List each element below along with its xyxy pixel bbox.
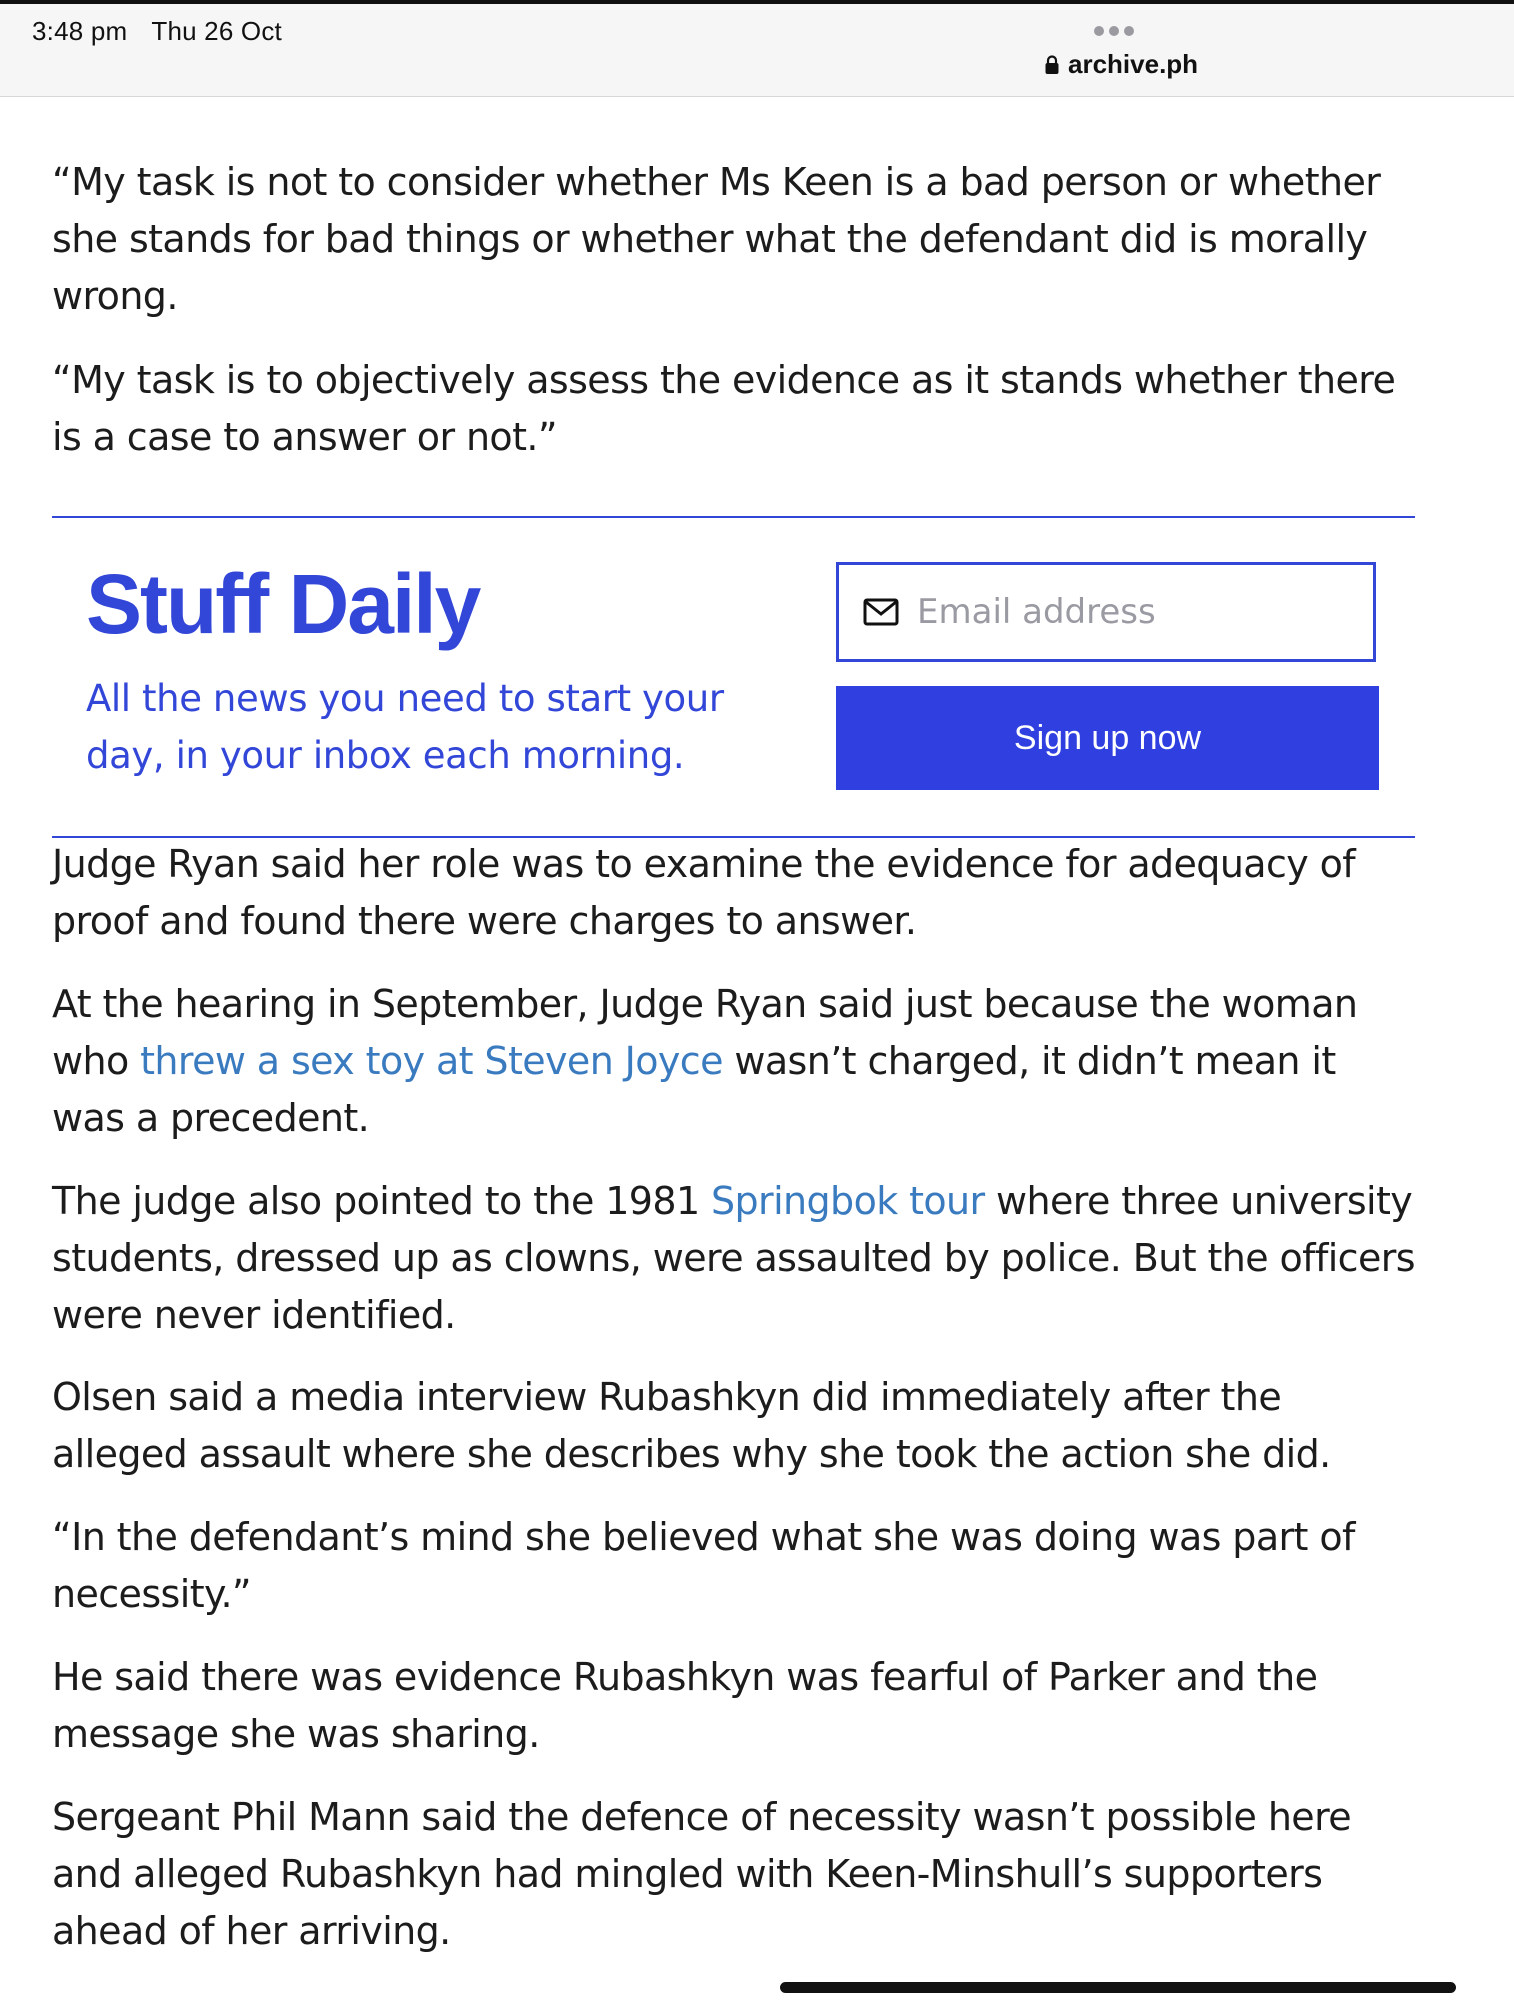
browser-status-bar — [0, 4, 1514, 97]
article-paragraph: He said there was evidence Rubashkyn was fearful of Parker and the message she was sharing. — [52, 1655, 1318, 1756]
paragraph-text: wasn’t charged, it didn’t mean it was a precedent. — [52, 1039, 1336, 1140]
newsletter-title: Stuff Daily — [86, 557, 480, 651]
article-paragraph — [52, 1173, 1417, 1344]
article-paragraph: “My task is not to consider whether Ms Keen is a bad person or whether she stands for bad things or whether what the defendant did is morally wrong. — [52, 160, 1381, 318]
status-time — [32, 16, 282, 47]
article-paragraph: “My task is to objectively assess the evidence as it stands whether there is a case to answer or not.” — [52, 358, 1396, 459]
mail-icon — [863, 598, 899, 626]
paragraph-text: The judge also pointed to the 1981 — [52, 1179, 712, 1223]
home-indicator[interactable] — [780, 1982, 1456, 1993]
article-paragraph: Judge Ryan said her role was to examine the evidence for adequacy of proof and found there were charges to answer. — [52, 842, 1356, 943]
email-input[interactable] — [915, 591, 1359, 633]
article-paragraph — [52, 976, 1417, 1147]
article-paragraph: “In the defendant’s mind she believed what she was doing was part of necessity.” — [52, 1515, 1355, 1616]
paragraph-text: where three university students, dressed up as clowns, were assaulted by police. But the officers were never identified. — [52, 1179, 1415, 1337]
newsletter-subtitle: All the news you need to start your day, in your inbox each morning. — [86, 677, 724, 777]
email-field[interactable] — [836, 562, 1376, 662]
more-options-icon[interactable] — [1094, 26, 1134, 36]
paragraph-text: At the hearing in September, Judge Ryan said just because the woman who — [52, 982, 1358, 1083]
link-sex-toy-steven-joyce[interactable]: threw a sex toy at Steven Joyce — [140, 1039, 723, 1083]
article-paragraph: Sergeant Phil Mann said the defence of necessity wasn’t possible here and alleged Rubashkyn had mingled with Keen-Minshull’s supporters ahead of her arriving. — [52, 1795, 1352, 1953]
clock-time: 3:48 pm — [32, 16, 128, 46]
article-paragraph: Olsen said a media interview Rubashkyn did immediately after the alleged assault where she describes why she took the action she did. — [52, 1375, 1331, 1476]
address-bar[interactable] — [1044, 49, 1198, 80]
url-text: archive.ph — [1068, 49, 1199, 79]
sign-up-button[interactable]: Sign up now — [836, 686, 1379, 790]
lock-icon — [1044, 55, 1060, 75]
link-springbok-tour[interactable]: Springbok tour — [711, 1179, 985, 1223]
clock-date: Thu 26 Oct — [151, 16, 282, 46]
newsletter-signup — [52, 516, 1415, 838]
